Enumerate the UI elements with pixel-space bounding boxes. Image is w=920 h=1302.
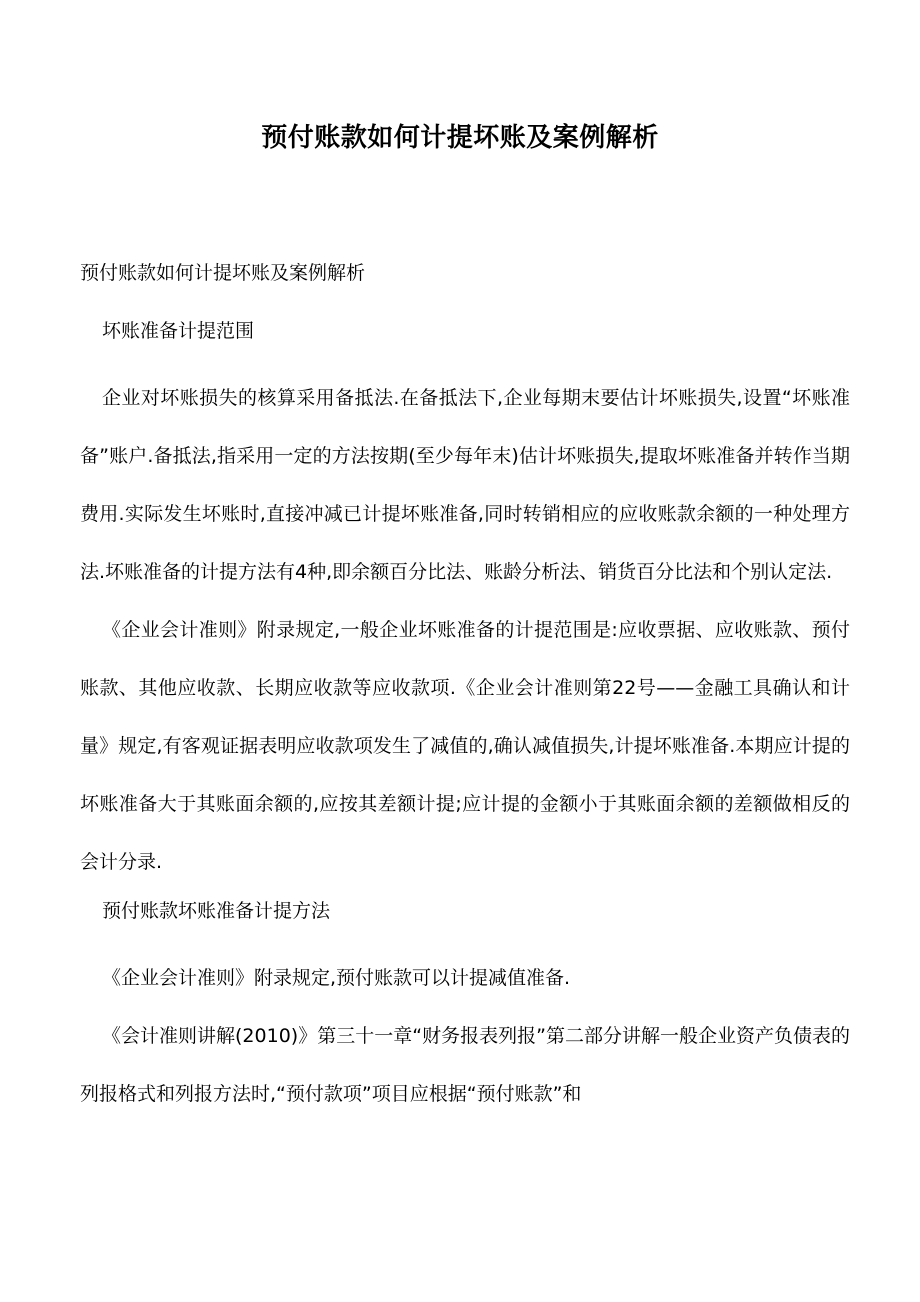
paragraph-standards-explanation: 《会计准则讲解(2010)》第三十一章“财务报表列报”第二部分讲解一般企业资产负债表的列报格式和列报方法时,“预付款项”项目应根据“预付账款”和 (80, 1025, 850, 1105)
paragraph-accounting-standards: 《企业会计准则》附录规定,一般企业坏账准备的计提范围是:应收票据、应收账款、预付账款、其他应收款、长期应收款等应收款项.《企业会计准则第22号——金融工具确认和计量》规定,有客观证据表明应收款项发生了减值的,确认减值损失,计提坏账准备.本期应计提的坏账准备大于其账面余额的,应按其差额计提;应计提的金额小于其账面余额的差额做相反的会计分录. (80, 619, 850, 873)
section-heading-prepayment-method: 预付账款坏账准备计提方法 (102, 900, 331, 922)
document-title: 预付账款如何计提坏账及案例解析 (261, 123, 659, 153)
document-body (80, 253, 850, 1123)
body-subtitle: 预付账款如何计提坏账及案例解析 (80, 262, 366, 284)
paragraph-impairment-provision: 《企业会计准则》附录规定,预付账款可以计提减值准备. (102, 967, 571, 989)
paragraph-allowance-method: 企业对坏账损失的核算采用备抵法.在备抵法下,企业每期末要估计坏账损失,设置“坏账准备”账户.备抵法,指采用一定的方法按期(至少每年末)估计坏账损失,提取坏账准备并转作当期费用.实际发生坏账时,直接冲减已计提坏账准备,同时转销相应的应收账款余额的一种处理方法.坏账准备的计提方法有4种,即余额百分比法、账龄分析法、销货百分比法和个别认定法. (80, 387, 850, 583)
section-heading-scope: 坏账准备计提范围 (102, 320, 255, 342)
